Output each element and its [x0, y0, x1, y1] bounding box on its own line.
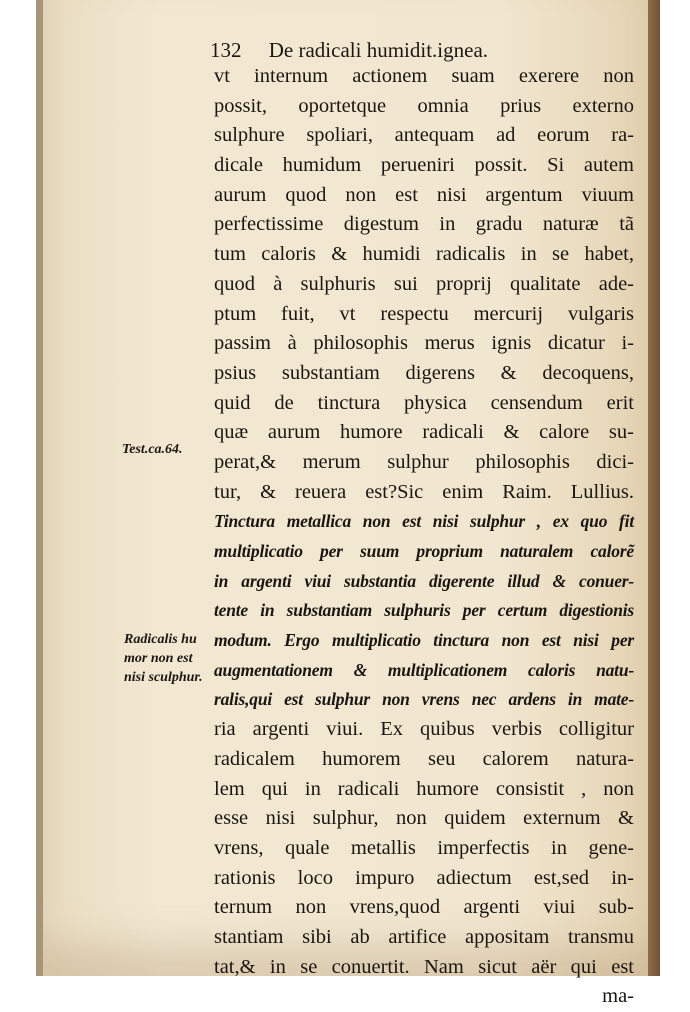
text-line: sulphure spoliari, antequam ad eorum ra- [214, 124, 634, 147]
text-line: ternum non vrens,quod argenti viui sub- [214, 896, 634, 919]
text-line: vrens, quale metallis imperfectis in gene- [214, 836, 634, 859]
text-line: passim à philosophis merus ignis dicatur i- [214, 332, 634, 355]
text-line: lem qui in radicali humore consistit , non [214, 777, 634, 800]
text-line: perfectissime digestum in gradu naturæ tã [214, 213, 634, 236]
text-line: quod à sulphuris sui proprij qualitate ade- [214, 272, 634, 295]
text-line: tum caloris & humidi radicalis in se habet, [214, 243, 634, 266]
margin-note-line: mor non est [124, 651, 193, 666]
text-line: ptum fuit, vt respectu mercurij vulgaris [214, 302, 634, 325]
margin-note-reference: Test.ca.64. [122, 442, 183, 457]
text-line: ria argenti viui. Ex quibus verbis colligitur [214, 718, 634, 741]
text-line: rationis loco impuro adiectum est,sed in- [214, 866, 634, 889]
text-line: tat,& in se conuertit. Nam sicut aër qui est [214, 955, 634, 978]
text-line: perat,& merum sulphur philosophis dici- [214, 450, 634, 473]
text-line: quæ aurum humore radicali & calore su- [214, 421, 634, 444]
body-text [214, 62, 634, 1012]
text-line: aurum quod non est nisi argentum viuum [214, 183, 634, 206]
text-line: vt internum actionem suam exerere non [214, 65, 634, 87]
text-line: psius substantiam digerens & decoquens, [214, 361, 634, 384]
quoted-text-line: augmentationem & multiplicationem caloris natu- [214, 659, 634, 680]
text-line: dicale humidum perueniri possit. Si autem [214, 154, 634, 177]
running-header [210, 38, 630, 63]
quoted-text-line: tente in substantiam sulphuris per certum digestionis [214, 600, 634, 621]
page-number: 132 [210, 38, 242, 62]
page-left-edge [36, 0, 43, 976]
quoted-text-line: in argenti viui substantia digerente illud & conuer- [214, 570, 634, 591]
quoted-text-line: multiplicatio per suum proprium naturalem calorẽ [214, 541, 634, 561]
quoted-text-line: Tinctura metallica non est nisi sulphur , ex quo fit [214, 511, 634, 532]
margin-note-line: Radicalis hu [124, 632, 197, 647]
quoted-text-line: modum. Ergo multiplicatio tinctura non est nisi per [214, 630, 634, 651]
quoted-text-line: ralis,qui est sulphur non vrens nec ardens in mate- [214, 689, 634, 710]
running-title: De radicali humidit.ignea. [268, 38, 489, 62]
text-line: quid de tinctura physica censendum erit [214, 391, 634, 414]
text-line: esse nisi sulphur, non quidem externum & [214, 807, 634, 830]
catchword: ma- [602, 985, 634, 1008]
text-line: stantiam sibi ab artifice appositam transmu [214, 925, 634, 948]
margin-note-line: nisi sculphur. [124, 670, 203, 685]
scan-background [660, 0, 690, 976]
text-line: radicalem humorem seu calorem natura- [214, 747, 634, 770]
text-line: possit, oportetque omnia prius externo [214, 94, 634, 117]
text-line: tur, & reuera est?Sic enim Raim. Lullius. [214, 480, 634, 503]
margin-note-summary [124, 630, 203, 687]
